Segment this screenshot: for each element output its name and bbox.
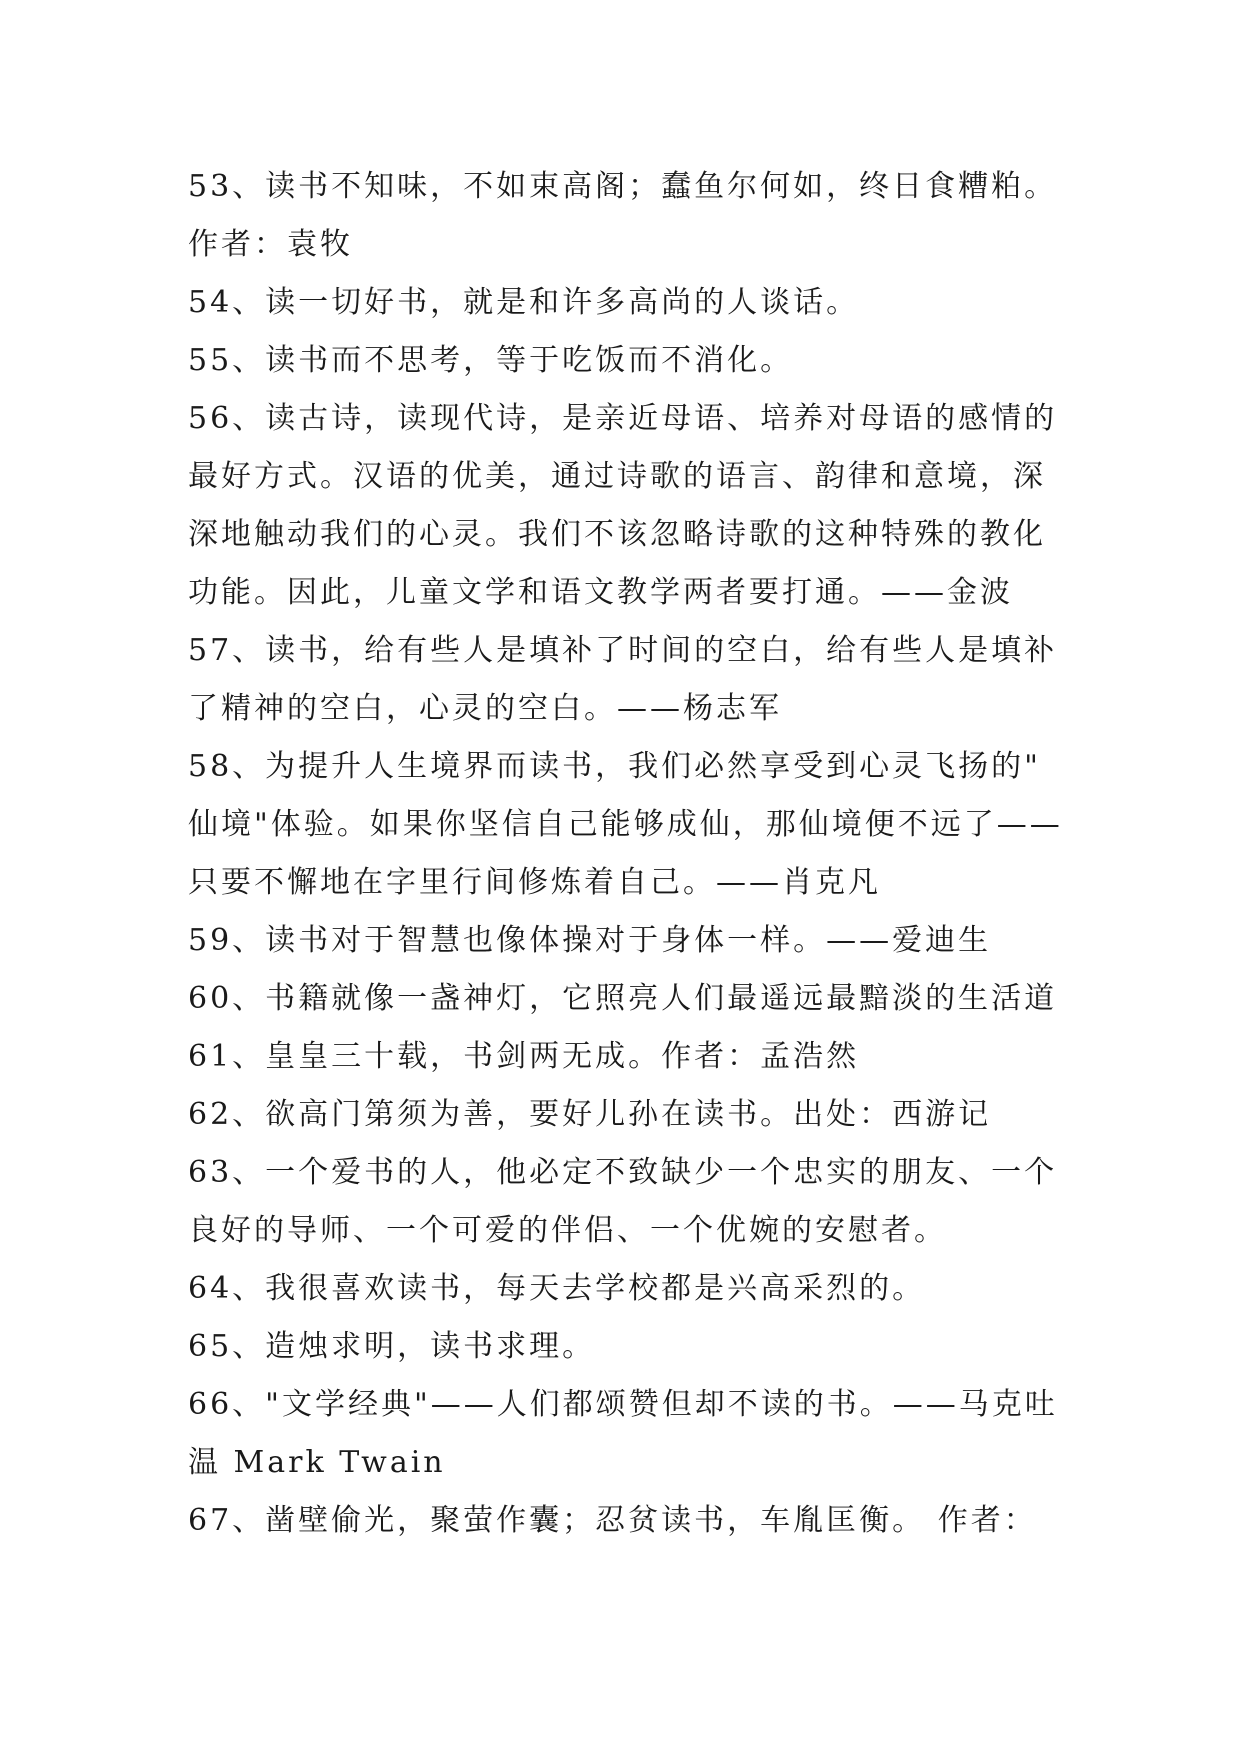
text-line: 65、造烛求明，读书求理。 (188, 1329, 596, 1364)
text-line: 67、凿壁偷光，聚萤作囊；忍贫读书，车胤匡衡。 作者： (188, 1503, 1037, 1538)
text-line: 58、为提升人生境界而读书，我们必然享受到心灵飞扬的" (188, 749, 1041, 784)
text-line: 功能。因此，儿童文学和语文教学两者要打通。——金波 (188, 575, 1013, 610)
text-line: 只要不懈地在字里行间修炼着自己。——肖克凡 (188, 865, 881, 900)
text-line: 了精神的空白，心灵的空白。——杨志军 (188, 691, 782, 726)
text-line: 61、皇皇三十载，书剑两无成。作者：孟浩然 (188, 1039, 860, 1074)
text-line: 57、读书，给有些人是填补了时间的空白，给有些人是填补 (188, 633, 1058, 668)
text-line: 60、书籍就像一盏神灯，它照亮人们最遥远最黯淡的生活道 (188, 981, 1058, 1016)
text-line: 64、我很喜欢读书，每天去学校都是兴高采烈的。 (188, 1271, 926, 1306)
text-line: 59、读书对于智慧也像体操对于身体一样。——爱迪生 (188, 923, 992, 958)
text-line: 温 Mark Twain (188, 1445, 446, 1480)
text-line: 62、欲高门第须为善，要好儿孙在读书。出处：西游记 (188, 1097, 992, 1132)
text-line: 作者：袁牧 (188, 227, 353, 262)
text-line: 54、读一切好书，就是和许多高尚的人谈话。 (188, 285, 860, 320)
text-line: 最好方式。汉语的优美，通过诗歌的语言、韵律和意境，深 (188, 459, 1046, 494)
text-line: 56、读古诗，读现代诗，是亲近母语、培养对母语的感情的 (188, 401, 1058, 436)
text-body (188, 158, 1088, 1550)
text-line: 深地触动我们的心灵。我们不该忽略诗歌的这种特殊的教化 (188, 517, 1046, 552)
text-line: 仙境"体验。如果你坚信自己能够成仙，那仙境便不远了—— (188, 807, 1063, 842)
text-line: 良好的导师、一个可爱的伴侣、一个优婉的安慰者。 (188, 1213, 947, 1248)
text-line: 66、"文学经典"——人们都颂赞但却不读的书。——马克吐 (188, 1387, 1058, 1422)
text-line: 55、读书而不思考，等于吃饭而不消化。 (188, 343, 794, 378)
text-line: 53、读书不知味，不如束高阁；蠢鱼尔何如，终日食糟粕。 (188, 169, 1058, 204)
text-line: 63、一个爱书的人，他必定不致缺少一个忠实的朋友、一个 (188, 1155, 1058, 1190)
